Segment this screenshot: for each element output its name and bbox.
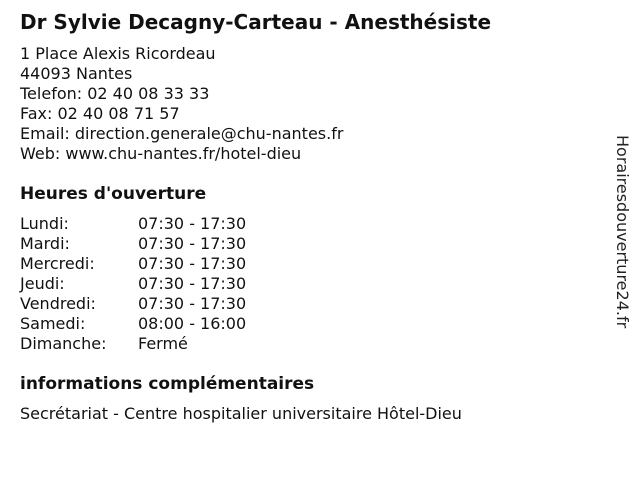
opening-hours-table	[20, 214, 246, 354]
hours-row-mercredi	[20, 254, 246, 274]
address-city: 44093 Nantes	[20, 64, 133, 83]
hours-day: Dimanche:	[20, 334, 107, 353]
hours-time: 07:30 - 17:30	[138, 254, 247, 273]
hours-day: Jeudi:	[20, 274, 65, 293]
additional-info-text: Secrétariat - Centre hospitalier universitaire Hôtel-Dieu	[20, 404, 462, 423]
hours-time: 07:30 - 17:30	[138, 214, 247, 233]
website-url[interactable]: Web: www.chu-nantes.fr/hotel-dieu	[20, 144, 302, 163]
contact-block	[20, 44, 343, 164]
hours-row-mardi	[20, 234, 246, 254]
hours-day: Mercredi:	[20, 254, 95, 273]
email-address[interactable]: Email: direction.generale@chu-nantes.fr	[20, 124, 344, 143]
fax-number: Fax: 02 40 08 71 57	[20, 104, 180, 123]
hours-time: Fermé	[138, 334, 188, 353]
additional-info-heading: informations complémentaires	[20, 374, 315, 394]
page-title: Dr Sylvie Decagny-Carteau - Anesthésiste	[20, 10, 492, 34]
hours-time: 07:30 - 17:30	[138, 274, 247, 293]
hours-row-samedi	[20, 314, 246, 334]
phone-number[interactable]: Telefon: 02 40 08 33 33	[20, 84, 210, 103]
hours-time: 07:30 - 17:30	[138, 294, 247, 313]
hours-row-jeudi	[20, 274, 246, 294]
opening-hours-heading: Heures d'ouverture	[20, 184, 207, 204]
hours-row-lundi	[20, 214, 246, 234]
hours-day: Lundi:	[20, 214, 69, 233]
hours-time: 07:30 - 17:30	[138, 234, 247, 253]
hours-time: 08:00 - 16:00	[138, 314, 247, 333]
hours-row-vendredi	[20, 294, 246, 314]
hours-row-dimanche	[20, 334, 246, 354]
hours-day: Vendredi:	[20, 294, 96, 313]
hours-day: Mardi:	[20, 234, 70, 253]
site-watermark: Horairesdouverture24.fr	[613, 135, 632, 329]
hours-day: Samedi:	[20, 314, 86, 333]
address-street: 1 Place Alexis Ricordeau	[20, 44, 216, 63]
